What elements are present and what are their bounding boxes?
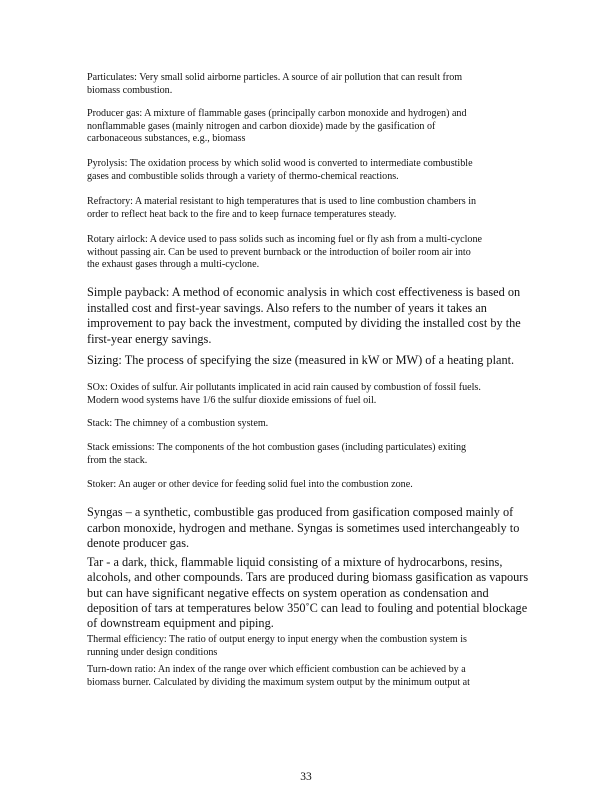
entry-text-line: Turn-down ratio: An index of the range over which efficient combustion can be achieved by a [87,664,466,675]
entry-text-line: biomass combustion. [87,84,173,96]
entry-text-line: but can have significant negative effects on system operation as condensation and [87,585,489,600]
glossary-entry-simple-payback [87,285,521,347]
entry-text-line: Pyrolysis: The oxidation process by which solid wood is converted to intermediate combustible [87,158,473,169]
entry-text-line: SOx: Oxides of sulfur. Air pollutants implicated in acid rain caused by combustion of fossil fuels. [87,382,481,393]
glossary-entry-particulates [87,72,462,97]
entry-text-line: from the stack. [87,454,148,466]
entry-text-line: Refractory: A material resistant to high temperatures that is used to line combustion chambers in [87,196,477,207]
entry-text-line: Simple payback: A method of economic analysis in which cost effectiveness is based on [87,285,521,299]
glossary-entry-stack [87,418,268,431]
glossary-entry-producer-gas [87,108,467,146]
glossary-entry-refractory [87,196,476,221]
entry-text-line: deposition of tars at temperatures below 350˚C can lead to fouling and potential blockage [87,600,528,615]
glossary-entry-turn-down-ratio [87,664,470,689]
entry-text-line: Tar - a dark, thick, flammable liquid consisting of a mixture of hydrocarbons, resins, [87,555,503,569]
entry-text-line: biomass burner. Calculated by dividing the maximum system output by the minimum output at [87,676,470,688]
entry-text-line: carbon monoxide, hydrogen and methane. Syngas is sometimes used interchangeably to [87,520,520,535]
glossary-entry-syngas [87,505,519,552]
entry-text-line: carbonaceous substances, e.g., biomass [87,133,246,145]
entry-text-line: installed cost and first-year savings. Also refers to the number of years it takes an [87,300,487,315]
glossary-entry-rotary-airlock [87,234,482,272]
entry-text-line: order to reflect heat back to the fire and to keep furnace temperatures steady. [87,208,397,220]
glossary-entry-tar [87,555,528,631]
entry-text-line: nonflammable gases (mainly nitrogen and carbon dioxide) made by the gasification of [87,120,436,132]
entry-text-line: Stack: The chimney of a combustion system. [87,418,269,429]
entry-text-line: Sizing: The process of specifying the size (measured in kW or MW) of a heating plant. [87,353,515,367]
entry-text-line: Syngas – a synthetic, combustible gas produced from gasification composed mainly of [87,505,514,519]
entry-text-line: Stack emissions: The components of the hot combustion gases (including particulates) exiting [87,442,467,453]
entry-text-line: without passing air. Can be used to prevent burnback or the introduction of boiler room air into [87,246,471,258]
entry-text-line: gases and combustible solids through a variety of thermo-chemical reactions. [87,170,399,182]
page-number: 33 [300,771,312,783]
entry-text-line: of downstream equipment and piping. [87,616,274,631]
glossary-entry-sox [87,382,481,407]
entry-text-line: Rotary airlock: A device used to pass solids such as incoming fuel or fly ash from a multi-cyclone [87,234,482,245]
entry-text-line: Particulates: Very small solid airborne particles. A source of air pollution that can result from [87,72,463,83]
glossary-entry-pyrolysis [87,158,473,183]
entry-text-line: denote producer gas. [87,536,190,551]
glossary-entry-sizing [87,353,514,369]
glossary-entry-stoker [87,479,413,492]
entry-text-line: first-year energy savings. [87,331,212,346]
glossary-entry-stack-emissions [87,442,466,467]
glossary-entry-thermal-efficiency [87,634,467,659]
entry-text-line: running under design conditions [87,646,218,658]
entry-text-line: Producer gas: A mixture of flammable gases (principally carbon monoxide and hydrogen) and [87,108,467,119]
entry-text-line: improvement to pay back the investment, computed by dividing the installed cost by the [87,316,521,331]
entry-text-line: the exhaust gases through a multi-cyclone. [87,259,260,271]
entry-text-line: Modern wood systems have 1/6 the sulfur dioxide emissions of fuel oil. [87,394,377,406]
entry-text-line: Stoker: An auger or other device for feeding solid fuel into the combustion zone. [87,479,413,490]
entry-text-line: alcohols, and other compounds. Tars are produced during biomass gasification as vapours [87,570,529,585]
entry-text-line: Thermal efficiency: The ratio of output energy to input energy when the combustion system is [87,634,467,645]
